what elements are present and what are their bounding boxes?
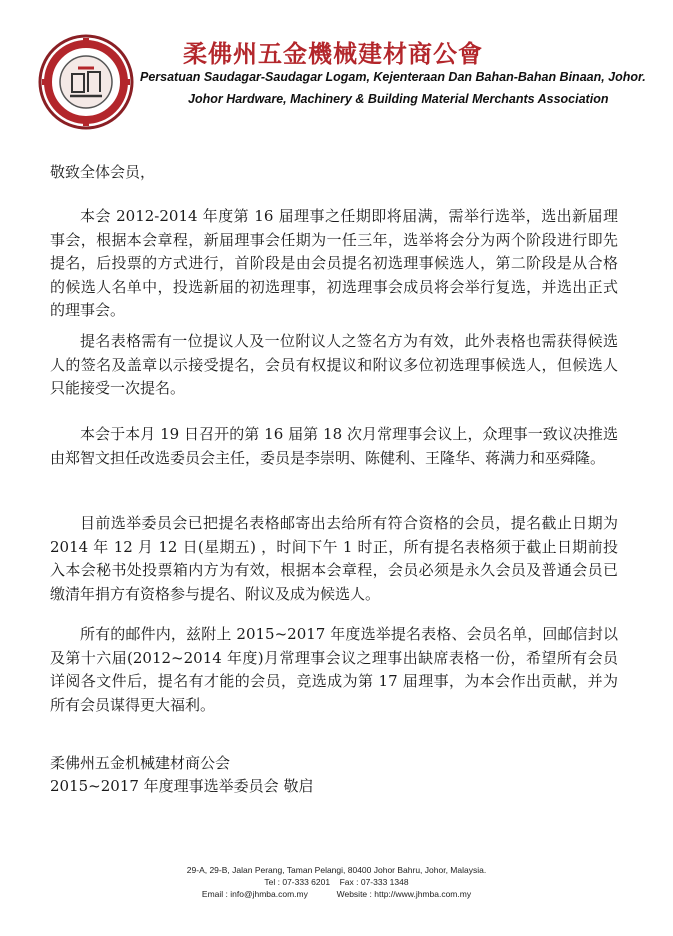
footer-address: 29-A, 29-B, Jalan Perang, Taman Pelangi, 80400 Johor Bahru, Johor, Malaysia. xyxy=(186,865,487,875)
footer-fax: Fax : 07-333 1348 xyxy=(339,877,409,887)
letter-signature xyxy=(50,752,313,798)
association-name-english: Johor Hardware, Machinery & Building Material Merchants Association xyxy=(188,92,609,106)
footer-email: Email : info@jhmba.com.my xyxy=(201,889,308,899)
letter-paragraph: 目前选举委员会已把提名表格邮寄出去给所有符合资格的会员，提名截止日期为 2014 年 12 月 12 日(星期五) ，时间下午 1 时正，所有提名表格须于截止日期前投入本会秘书处投票箱内方为有效，根据本会章程，会员必须是永久会员及普通会员已缴清年捐方有资格参与提名、附议及成为候选人。 xyxy=(50,514,618,603)
footer-website: Website : http://www.jhmba.com.my xyxy=(336,889,472,899)
letter-paragraph: 所有的邮件内，兹附上 2015~2017 年度选举提名表格、会员名单，回邮信封以及第十六届(2012~2014 年度)月常理事会议之理事出缺席表格一份，希望所有会员详阅各文件后，提名有才能的会员，竞选成为第 17 届理事，为本会作出贡献，并为所有会员谋得更大福利。 xyxy=(50,625,618,714)
signature-organization: 柔佛州五金机械建材商公会 xyxy=(50,754,231,772)
association-name-chinese: 柔佛州五金機械建材商公會 xyxy=(183,40,483,68)
letter-paragraph: 本会于本月 19 日召开的第 16 届第 18 次月常理事会议上，众理事一致议决推选由郑智文担任改选委员会主任，委员是李崇明、陈健利、王隆华、蒋满力和巫舜隆。 xyxy=(50,425,618,467)
association-logo xyxy=(38,34,134,130)
letter-footer xyxy=(0,864,673,900)
letter-paragraph: 提名表格需有一位提议人及一位附议人之签名方为有效，此外表格也需获得候选人的签名及盖章以示接受提名，会员有权提议和附议多位初选理事候选人，但候选人只能接受一次提名。 xyxy=(50,332,618,397)
letter-paragraph: 本会 2012-2014 年度第 16 届理事之任期即将届满，需举行选举，选出新届理事会，根据本会章程，新届理事会任期为一任三年，选举将会分为两个阶段进行即先提名，后投票的方式进行，首阶段是由会员提名初选理事候选人，第二阶段是从合格的候选人名单中，投选新届的初选理事，初选理事会成员将会举行复选，并选出正式的理事会。 xyxy=(50,207,618,319)
letter-salutation: 敬致全体会员， xyxy=(50,163,156,181)
footer-telephone: Tel : 07-333 6201 xyxy=(264,877,331,887)
signature-committee: 2015~2017 年度理事选举委员会 敬启 xyxy=(50,777,314,795)
association-name-malay: Persatuan Saudagar-Saudagar Logam, Kejenteraan Dan Bahan-Bahan Binaan, Johor. xyxy=(140,70,646,84)
